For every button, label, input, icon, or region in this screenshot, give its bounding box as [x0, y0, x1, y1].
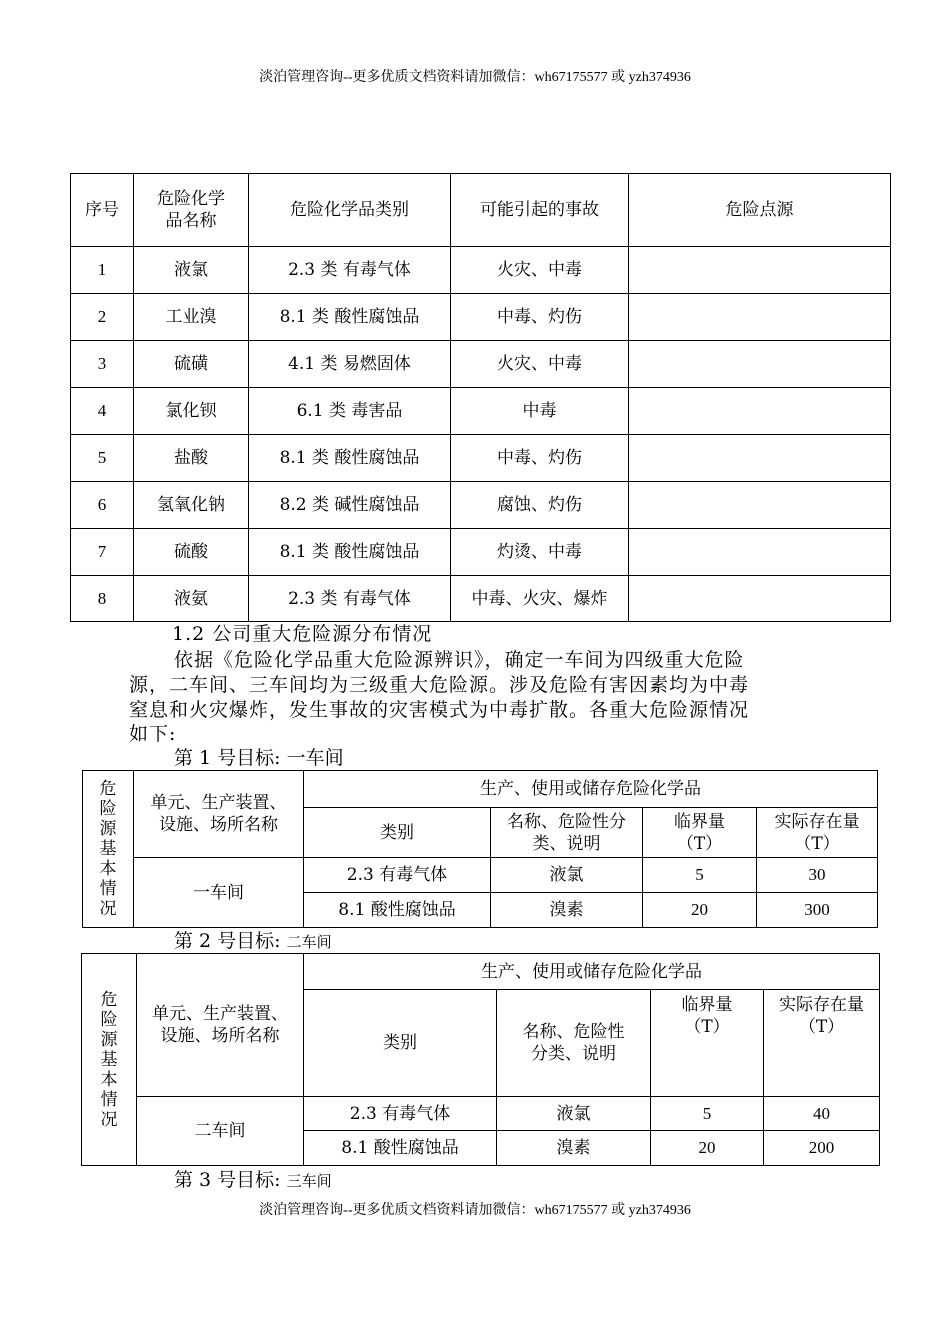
cell-actual: 200: [764, 1131, 880, 1166]
unit-name: 二车间: [137, 1097, 304, 1166]
cell-no: 6: [71, 482, 134, 529]
cell-name: 液氯: [491, 858, 643, 893]
cell-name: 液氯: [497, 1097, 651, 1131]
cell-category: 2.3 有毒气体: [304, 1097, 497, 1131]
paragraph-line: 如下:: [129, 723, 177, 745]
unit-header: 单元、生产装置、设施、场所名称: [137, 954, 304, 1097]
side-label: 危险源基本情况: [82, 954, 137, 1166]
header-accident: 可能引起的事故: [451, 174, 629, 247]
table-header-row: [71, 174, 891, 247]
side-label: 危险源基本情况: [83, 771, 134, 928]
table-row: [71, 529, 891, 576]
cell-accident: 中毒、火灾、爆炸: [451, 576, 629, 622]
cell-no: 5: [71, 435, 134, 482]
cell-category: 8.1 类 酸性腐蚀品: [249, 435, 451, 482]
cell-source: [629, 482, 891, 529]
col-threshold: 临界量（T）: [651, 990, 764, 1097]
table-row: [71, 576, 891, 622]
chemical-table: [70, 173, 891, 622]
group-header: 生产、使用或储存危险化学品: [304, 954, 880, 990]
cell-threshold: 5: [643, 858, 757, 893]
cell-threshold: 20: [643, 893, 757, 928]
cell-category: 2.3 有毒气体: [304, 858, 491, 893]
cell-threshold: 20: [651, 1131, 764, 1166]
unit-header: 单元、生产装置、设施、场所名称: [134, 771, 304, 858]
header-source: 危险点源: [629, 174, 891, 247]
col-actual: 实际存在量（T）: [764, 990, 880, 1097]
paragraph-line: 依据《危险化学品重大危险源辨识》，确定一车间为四级重大危险: [174, 649, 745, 671]
table-row: [71, 482, 891, 529]
cell-threshold: 5: [651, 1097, 764, 1131]
cell-category: 8.1 类 酸性腐蚀品: [249, 529, 451, 576]
cell-actual: 300: [757, 893, 878, 928]
table-row: [71, 388, 891, 435]
header-category: 危险化学品类别: [249, 174, 451, 247]
cell-source: [629, 341, 891, 388]
cell-category: 8.1 酸性腐蚀品: [304, 1131, 497, 1166]
table-row: [83, 858, 878, 893]
target-1-table: [82, 770, 878, 928]
cell-category: 8.1 酸性腐蚀品: [304, 893, 491, 928]
cell-name: 硫磺: [134, 341, 249, 388]
cell-source: [629, 388, 891, 435]
page-footer: 淡泊管理咨询--更多优质文档资料请加微信：wh67175577 或 yzh374936: [259, 1203, 691, 1218]
col-threshold: 临界量（T）: [643, 808, 757, 858]
paragraph-line: 窒息和火灾爆炸，发生事故的灾害模式为中毒扩散。各重大危险源情况: [129, 699, 750, 721]
col-actual: 实际存在量（T）: [757, 808, 878, 858]
cell-source: [629, 247, 891, 294]
target-3-title: [174, 1169, 332, 1192]
col-category: 类别: [304, 808, 491, 858]
cell-source: [629, 529, 891, 576]
target-2-table: [81, 953, 880, 1166]
cell-source: [629, 435, 891, 482]
cell-no: 2: [71, 294, 134, 341]
cell-source: [629, 294, 891, 341]
table-row: [82, 1097, 880, 1131]
target-2-label: 第 2 号目标:: [174, 930, 281, 952]
target-1-title: [174, 747, 344, 769]
col-name: 名称、危险性分类、说明: [497, 990, 651, 1097]
cell-accident: 火灾、中毒: [451, 341, 629, 388]
cell-name: 硫酸: [134, 529, 249, 576]
cell-category: 2.3 类 有毒气体: [249, 576, 451, 622]
target-2-value: 二车间: [286, 933, 332, 951]
table-row: [71, 341, 891, 388]
cell-accident: 火灾、中毒: [451, 247, 629, 294]
cell-category: 8.2 类 碱性腐蚀品: [249, 482, 451, 529]
cell-accident: 中毒、灼伤: [451, 435, 629, 482]
header-name: 危险化学品名称: [134, 174, 249, 247]
cell-no: 3: [71, 341, 134, 388]
target-3-value: 三车间: [286, 1172, 332, 1190]
cell-category: 4.1 类 易燃固体: [249, 341, 451, 388]
cell-name: 溴素: [497, 1131, 651, 1166]
cell-name: 盐酸: [134, 435, 249, 482]
target-3-label: 第 3 号目标:: [174, 1169, 281, 1191]
cell-category: 8.1 类 酸性腐蚀品: [249, 294, 451, 341]
target-2-title: [174, 930, 332, 953]
cell-category: 6.1 类 毒害品: [249, 388, 451, 435]
cell-name: 溴素: [491, 893, 643, 928]
cell-name: 氢氧化钠: [134, 482, 249, 529]
target-1-label: 第 1 号目标:: [174, 747, 281, 769]
table-row: [71, 247, 891, 294]
cell-no: 8: [71, 576, 134, 622]
page-header: 淡泊管理咨询--更多优质文档资料请加微信：wh67175577 或 yzh374936: [259, 70, 691, 85]
cell-no: 4: [71, 388, 134, 435]
cell-accident: 中毒: [451, 388, 629, 435]
section-heading: 1.2 公司重大危险源分布情况: [172, 623, 433, 645]
cell-actual: 30: [757, 858, 878, 893]
target-1-value: 一车间: [286, 747, 344, 769]
cell-accident: 腐蚀、灼伤: [451, 482, 629, 529]
cell-accident: 灼烫、中毒: [451, 529, 629, 576]
cell-category: 2.3 类 有毒气体: [249, 247, 451, 294]
col-category: 类别: [304, 990, 497, 1097]
cell-name: 氯化钡: [134, 388, 249, 435]
table-row: [71, 435, 891, 482]
cell-name: 液氨: [134, 576, 249, 622]
cell-accident: 中毒、灼伤: [451, 294, 629, 341]
header-no: 序号: [71, 174, 134, 247]
group-header: 生产、使用或储存危险化学品: [304, 771, 878, 808]
cell-no: 7: [71, 529, 134, 576]
cell-actual: 40: [764, 1097, 880, 1131]
paragraph-line: 源，二车间、三车间均为三级重大危险源。涉及危险有害因素均为中毒: [129, 674, 750, 696]
cell-name: 液氯: [134, 247, 249, 294]
col-name: 名称、危险性分类、说明: [491, 808, 643, 858]
cell-source: [629, 576, 891, 622]
table-row: [71, 294, 891, 341]
unit-name: 一车间: [134, 858, 304, 928]
cell-no: 1: [71, 247, 134, 294]
cell-name: 工业溴: [134, 294, 249, 341]
